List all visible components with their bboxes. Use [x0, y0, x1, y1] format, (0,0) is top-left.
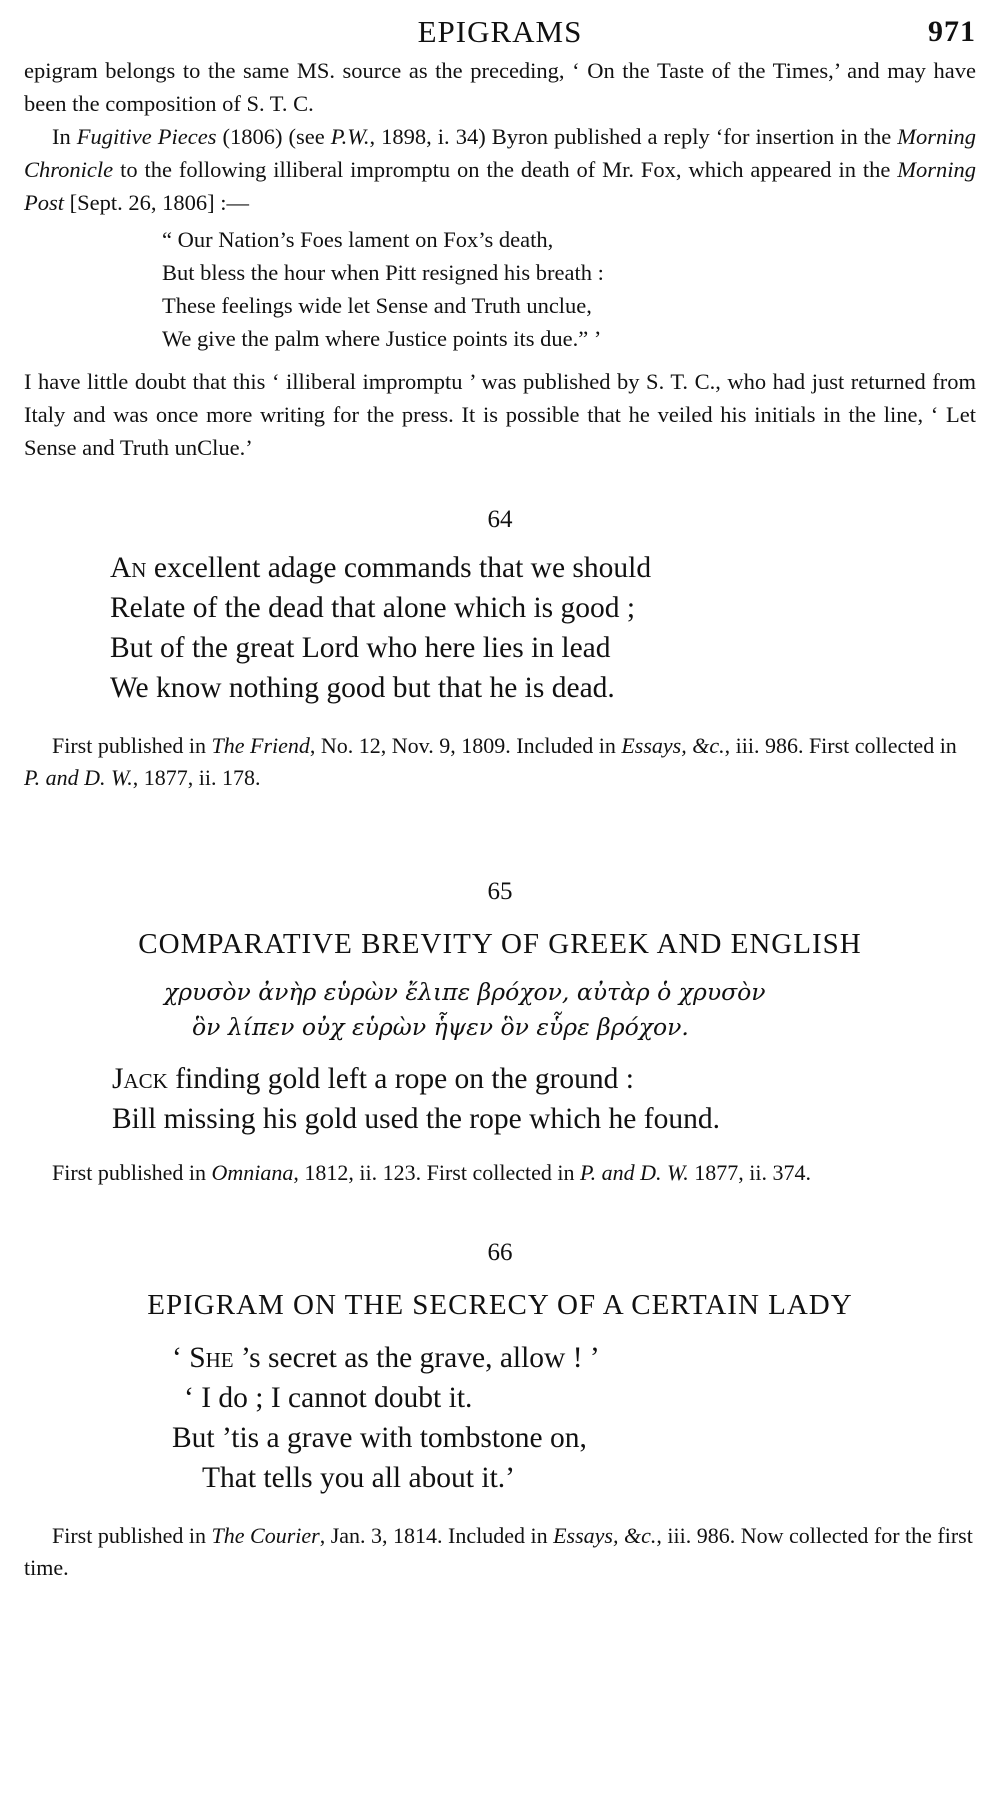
epigram-66 [24, 1239, 976, 1584]
intro-paragraph-3: I have little doubt that this ‘ illiberal impromptu ’ was published by S. T. C., who had just returned from Italy and was once more writing for the press. It is possible that he veiled his initials in the line, ‘ Let Sense and Truth unClue.’ [24, 369, 976, 460]
quote-line: These feelings wide let Sense and Truth unclue, [162, 293, 592, 318]
poem-line: But of the great Lord who here lies in lead [110, 632, 611, 664]
epigram-65-note: First published in Omniana, 1812, ii. 123. First collected in P. and D. W. 1877, ii. 374. [52, 1160, 812, 1185]
quote-line: “ Our Nation’s Foes lament on Fox’s death, [162, 227, 554, 252]
epigram-heading: COMPARATIVE BREVITY OF GREEK AND ENGLISH [138, 928, 862, 960]
intro-note [24, 54, 976, 219]
epigram-number: 64 [487, 506, 513, 533]
poem-line: Relate of the dead that alone which is good ; [110, 592, 636, 624]
epigram-number: 65 [487, 878, 513, 905]
epigram-heading: EPIGRAM ON THE SECRECY OF A CERTAIN LADY [147, 1289, 853, 1321]
greek-line: ὃν λίπεν οὐχ εὑρὼν ἧψεν ὃν εὗρε βρόχον. [192, 1013, 689, 1041]
epigram-64 [24, 506, 976, 794]
epigram-number: 66 [487, 1239, 513, 1266]
intro-note-conclusion [24, 365, 976, 464]
poem-line: But ’tis a grave with tombstone on, [172, 1422, 587, 1454]
poem-line: That tells you all about it.’ [202, 1462, 515, 1494]
poem-line: ‘ She ’s secret as the grave, allow ! ’ [172, 1342, 600, 1374]
poem-line: Bill missing his gold used the rope which he found. [112, 1103, 720, 1135]
epigram-64-note: First published in The Friend, No. 12, Nov. 9, 1809. Included in Essays, &c., iii. 986. First collected in P. and D. W., 1877, ii. 178. [24, 733, 957, 790]
epigram-65 [24, 878, 976, 1189]
greek-line: χρυσὸν ἀνὴρ εὑρὼν ἔλιπε βρόχον, αὐτὰρ ὁ χρυσὸν [164, 978, 766, 1006]
intro-paragraph-2: In Fugitive Pieces (1806) (see P.W., 1898, i. 34) Byron published a reply ‘for insertion in the Morning Chronicle to the following illiberal impromptu on the death of Mr. Fox, which appeared in the Morning Post [Sept. 26, 1806] :— [24, 124, 976, 215]
quote-line: But bless the hour when Pitt resigned his breath : [162, 260, 604, 285]
poem-line: Jack finding gold left a rope on the ground : [112, 1063, 634, 1095]
quote-line: We give the palm where Justice points its due.” ’ [162, 326, 602, 351]
intro-paragraph-1: epigram belongs to the same MS. source as the preceding, ‘ On the Taste of the Times,’ and may have been the composition of S. T. C. [24, 58, 976, 116]
epigram-66-poem [24, 1338, 976, 1498]
page [24, 10, 976, 1584]
poem-line: An excellent adage commands that we should [110, 552, 652, 584]
impromptu-quote [24, 223, 976, 355]
running-head [24, 10, 976, 54]
epigram-64-poem [24, 548, 976, 708]
epigram-65-poem [24, 1059, 976, 1139]
page-number: 971 [928, 15, 976, 48]
running-head-title: EPIGRAMS [417, 14, 583, 49]
epigram-66-note: First published in The Courier, Jan. 3, 1814. Included in Essays, &c., iii. 986. Now collected for the first time. [24, 1523, 973, 1580]
poem-line: ‘ I do ; I cannot doubt it. [184, 1382, 473, 1414]
poem-line: We know nothing good but that he is dead. [110, 672, 615, 704]
greek-original [24, 975, 976, 1045]
